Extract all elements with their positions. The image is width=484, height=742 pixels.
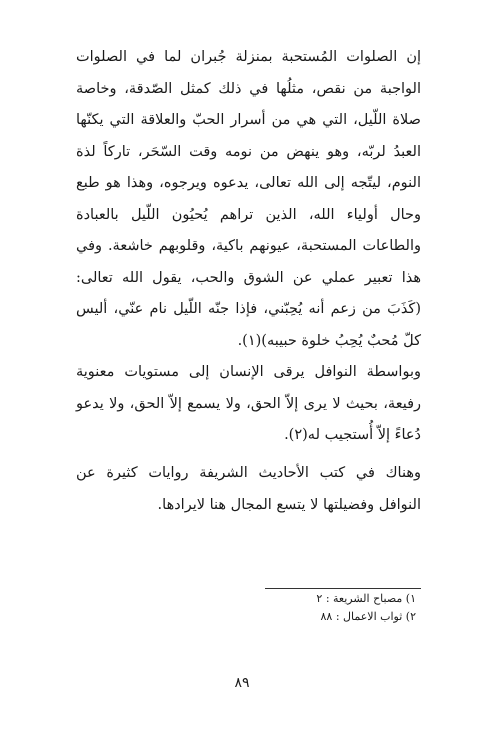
body-paragraph-3: وهناك في كتب الأحاديث الشريفة روايات كثيرة عن النوافل وفضيلتها لا يتسع المجال هنا لايرادها. [76, 465, 421, 513]
footnotes [230, 590, 416, 626]
page-number: ٨٩ [234, 675, 250, 691]
footnote-1: ١) مصباح الشريعة : ٢ [316, 592, 416, 605]
body-paragraph-1: إن الصلوات المُستحبة بمنزلة جُبران لما في الصلوات الواجبة من نقص، مثلُها في ذلك كمثل الصّدقة، وخاصة صلاة اللّيل، التي هي من أسرار الحبّ والعلاقة التي يكنّها العبدُ لربّه، وهو ينهض من نومه وقت السّحَر، تاركاً لذة النوم، ليتّجه إلى الله تعالى، يدعوه ويرجوه، وهذا هو طبع وحال أولياء الله، الذين تراهم يُحيُون اللّيل بالعبادة والطاعات المستحبة، عيونهم باكية، وقلوبهم خاشعة. وفي هذا تعبير عملي عن الشوق والحب، يقول الله تعالى: (كَذَبَ من زعم أنه يُحِبّني، فإذا جنّه اللّيل نام عنّي، أليس كلّ مُحبٌ يُحِبُ خلوة حبيبه)(١). [76, 49, 421, 349]
footnote-2: ٢) ثواب الاعمال : ٨٨ [320, 610, 416, 623]
footnote-separator [265, 588, 421, 589]
body-paragraph-2: وبواسطة النوافل يرقى الإنسان إلى مستويات معنوية رفيعة، بحيث لا يرى إلاّ الحق، ولا يسمع إلاّ الحق، ولا يدعو دُعاءً إلاّ أُستجيب له(٢). [76, 364, 421, 443]
